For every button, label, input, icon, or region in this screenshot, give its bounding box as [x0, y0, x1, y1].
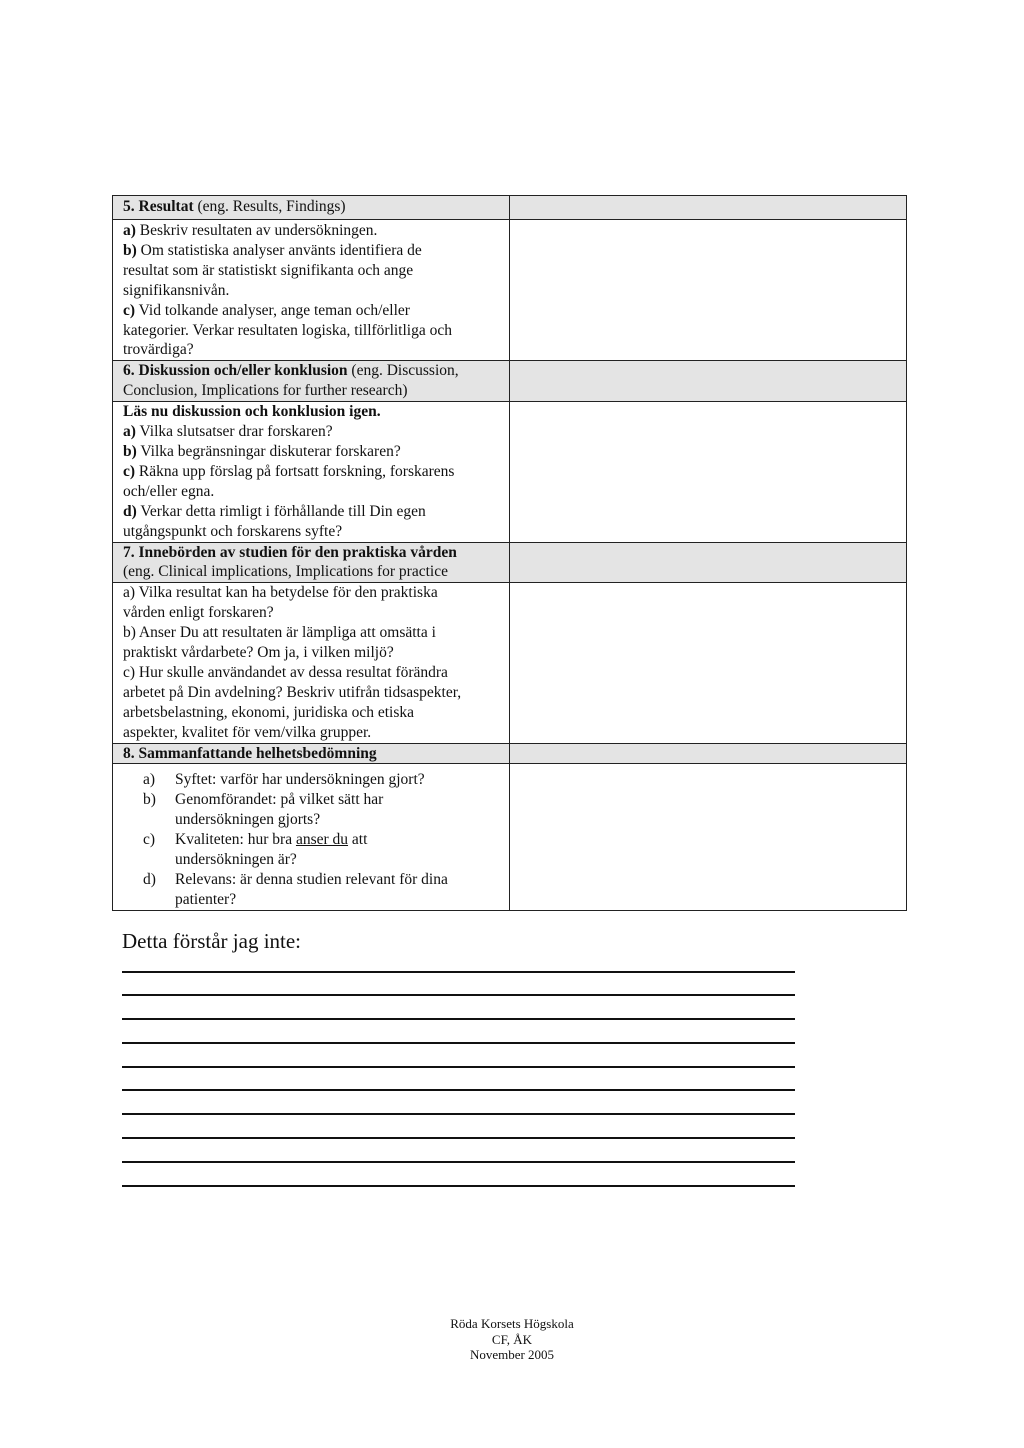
- section-6-body-row: [113, 402, 907, 542]
- writing-line[interactable]: [122, 1161, 795, 1163]
- footer-initials: CF, ÅK: [491, 1331, 533, 1347]
- writing-line[interactable]: [122, 1185, 795, 1187]
- summary-item: d) Relevans: är denna studien relevant för dina patienter?: [143, 871, 448, 908]
- section-8-answer-cell[interactable]: [510, 764, 907, 910]
- writing-line[interactable]: [122, 1137, 795, 1139]
- question-6b: b) Vilka begränsningar diskuterar forskaren?: [123, 442, 401, 460]
- section-5-answer-header-cell: [510, 196, 907, 220]
- section-7-heading: 7. Innebörden av studien för den praktiska vården (eng. Clinical implications, Implications for practice: [113, 542, 510, 583]
- writing-line[interactable]: [122, 971, 795, 973]
- section-7-questions: a) Vilka resultat kan ha betydelse för den praktiska vården enligt forskaren? b) Anser Du att resultaten är lämpliga att omsätta i praktiskt vårdarbete? Om ja, i vilken miljö? c) Hur skulle användandet av dessa resultat förändra arbetet på Din avdelning? Beskriv utifrån tidsaspekter, arbetsbelastning, ekonomi, juridiska och etiska aspekter, kvalitet för vem/vilka grupper.: [113, 583, 510, 743]
- section-5-body-row: [113, 220, 907, 361]
- question-7a: a) Vilka resultat kan ha betydelse för den praktiska: [123, 584, 438, 602]
- section-6-questions: Läs nu diskussion och konklusion igen. a) Vilka slutsatser drar forskaren? b) Vilka begränsningar diskuterar forskaren? c) Räkna upp förslag på fortsatt forskning, forskarens och/eller egna. d) Verkar detta rimligt i förhållande till Din egen utgångspunkt och forskarens syfte?: [113, 402, 510, 542]
- writing-line[interactable]: [122, 1042, 795, 1044]
- section-7-answer-header-cell: [510, 542, 907, 583]
- writing-line[interactable]: [122, 1113, 795, 1115]
- writing-line[interactable]: [122, 1066, 795, 1068]
- section-6-header-row: [113, 361, 907, 402]
- question-5c: c) Vid tolkande analyser, ange teman och/eller: [123, 301, 410, 319]
- review-form-table: [112, 195, 907, 911]
- section-7-body-row: [113, 583, 907, 743]
- question-5b: b) Om statistiska analyser använts identifiera de: [123, 241, 422, 259]
- writing-line[interactable]: [122, 1089, 795, 1091]
- footer-date: November 2005: [469, 1347, 555, 1362]
- section-7-header-row: [113, 542, 907, 583]
- writing-line[interactable]: [122, 1018, 795, 1020]
- section-8-answer-header-cell: [510, 743, 907, 764]
- section-5-header-row: [113, 196, 907, 220]
- summary-item: b) Genomförandet: på vilket sätt har undersökningen gjorts?: [143, 791, 384, 829]
- notes-title: Detta förstår jag inte:: [122, 929, 302, 953]
- section-6-heading: 6. Diskussion och/eller konklusion (eng. Discussion, Conclusion, Implications for further research): [113, 361, 510, 402]
- page-footer: [0, 1316, 1024, 1363]
- question-6c: c) Räkna upp förslag på fortsatt forskning, forskarens: [123, 462, 455, 480]
- question-6d: d) Verkar detta rimligt i förhållande till Din egen: [123, 502, 426, 520]
- section-8-header-row: [113, 743, 907, 764]
- section-5-questions: a) Beskriv resultaten av undersökningen. b) Om statistiska analyser använts identifiera de resultat som är statistiskt signifikanta och ange signifikansnivån. c) Vid tolkande analyser, ange teman och/eller kategorier. Verkar resultaten logiska, tillförlitliga och trovärdiga?: [113, 220, 510, 361]
- summary-list: [113, 764, 503, 909]
- section-7-answer-cell[interactable]: [510, 583, 907, 743]
- section-5-heading: 5. Resultat (eng. Results, Findings): [113, 196, 510, 220]
- summary-item: a) Syftet: varför har undersökningen gjort?: [143, 771, 425, 789]
- question-5a: a) Beskriv resultaten av undersökningen.: [123, 222, 378, 239]
- question-7b: b) Anser Du att resultaten är lämpliga att omsätta i: [123, 624, 436, 642]
- footer-institution: Röda Korsets Högskola: [450, 1316, 574, 1331]
- section-5-answer-cell[interactable]: [510, 220, 907, 361]
- section-8-heading: 8. Sammanfattande helhetsbedömning: [113, 743, 510, 764]
- section-6-answer-header-cell: [510, 361, 907, 402]
- section-8-questions: [113, 764, 510, 910]
- question-7c: c) Hur skulle användandet av dessa resultat förändra: [123, 663, 448, 681]
- writing-line[interactable]: [122, 994, 795, 996]
- question-6a: a) Vilka slutsatser drar forskaren?: [123, 423, 333, 441]
- section-6-answer-cell[interactable]: [510, 402, 907, 542]
- summary-item: c) Kvaliteten: hur bra anser du att undersökningen är?: [143, 831, 368, 869]
- section-8-body-row: [113, 764, 907, 910]
